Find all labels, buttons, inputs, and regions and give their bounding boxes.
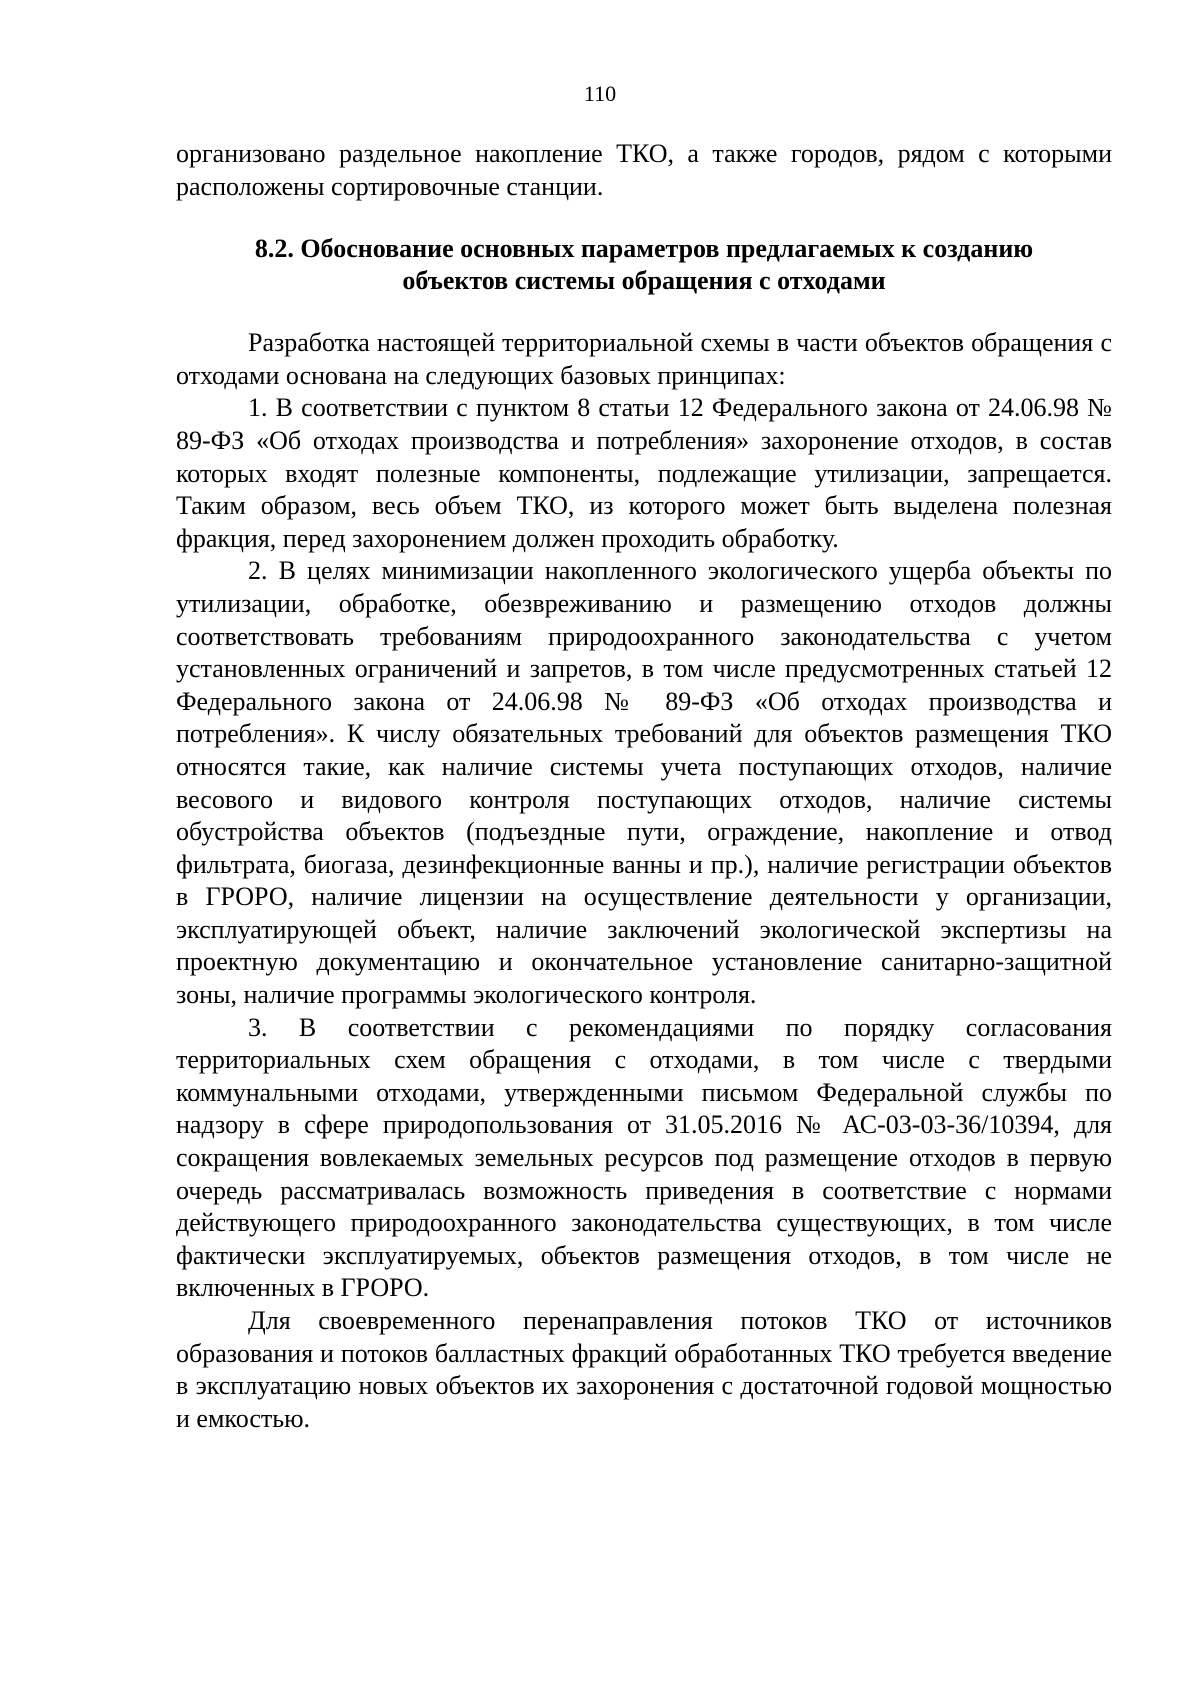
section-heading-line-1: 8.2. Обоснование основных параметров предлагаемых к созданию	[254, 234, 1034, 264]
section-heading-line-2: объектов системы обращения с отходами	[402, 266, 886, 296]
principle-1: 1. В соответствии с пунктом 8 статьи 12 Федерального закона от 24.06.98 № 89-ФЗ «Об отходах производства и потребления» захоронение отходов, в состав которых входят полезные компоненты, подлежащие утилизации, запрещается. Таким образом, весь объем ТКО, из которого может быть выделена полезная фракция, перед захоронением должен проходить обработку.	[176, 393, 1112, 553]
principle-2: 2. В целях минимизации накопленного экологического ущерба объекты по утилизации, обработке, обезвреживанию и размещению отходов должны соответствовать требованиям природоохранного законодательства с учетом установленных ограничений и запретов, в том числе предусмотренных статьей 12 Федерального закона от 24.06.98 № 89-ФЗ «Об отходах производства и потребления». К числу обязательных требований для объектов размещения ТКО относятся такие, как наличие системы учета поступающих отходов, наличие весового и видового контроля поступающих отходов, наличие системы обустройства объектов (подъездные пути, ограждение, накопление и отвод фильтрата, биогаза, дезинфекционные ванны и пр.), наличие регистрации объектов в ГРОРО, наличие лицензии на осуществление деятельности у организации, эксплуатирующей объект, наличие заключений экологической экспертизы на проектную документацию и окончательное установление санитарно-защитной зоны, наличие программы экологического контроля.	[176, 556, 1112, 1010]
principle-3: 3. В соответствии с рекомендациями по порядку согласования территориальных схем обращения с отходами, в том числе с твердыми коммунальными отходами, утвержденными письмом Федеральной службы по надзору в сфере природопользования от 31.05.2016 № АС-03-03-36/10394, для сокращения вовлекаемых земельных ресурсов под размещение отходов в первую очередь рассматривалась возможность приведения в соответствие с нормами действующего природоохранного законодательства существующих, в том числе фактически эксплуатируемых, объектов размещения отходов, в том числе не включенных в ГРОРО.	[176, 1012, 1112, 1303]
intro-paragraph: Разработка настоящей территориальной схемы в части объектов обращения с отходами основана на следующих базовых принципах:	[176, 328, 1112, 390]
section-heading	[176, 233, 1112, 297]
opening-paragraph: организовано раздельное накопление ТКО, а также городов, рядом с которыми расположены сортировочные станции.	[176, 139, 1112, 201]
page-number: 110	[583, 81, 617, 106]
page-content	[176, 138, 1112, 1435]
closing-paragraph: Для своевременного перенаправления потоков ТКО от источников образования и потоков балластных фракций обработанных ТКО требуется введение в эксплуатацию новых объектов их захоронения с достаточной годовой мощностью и емкостью.	[176, 1306, 1112, 1433]
